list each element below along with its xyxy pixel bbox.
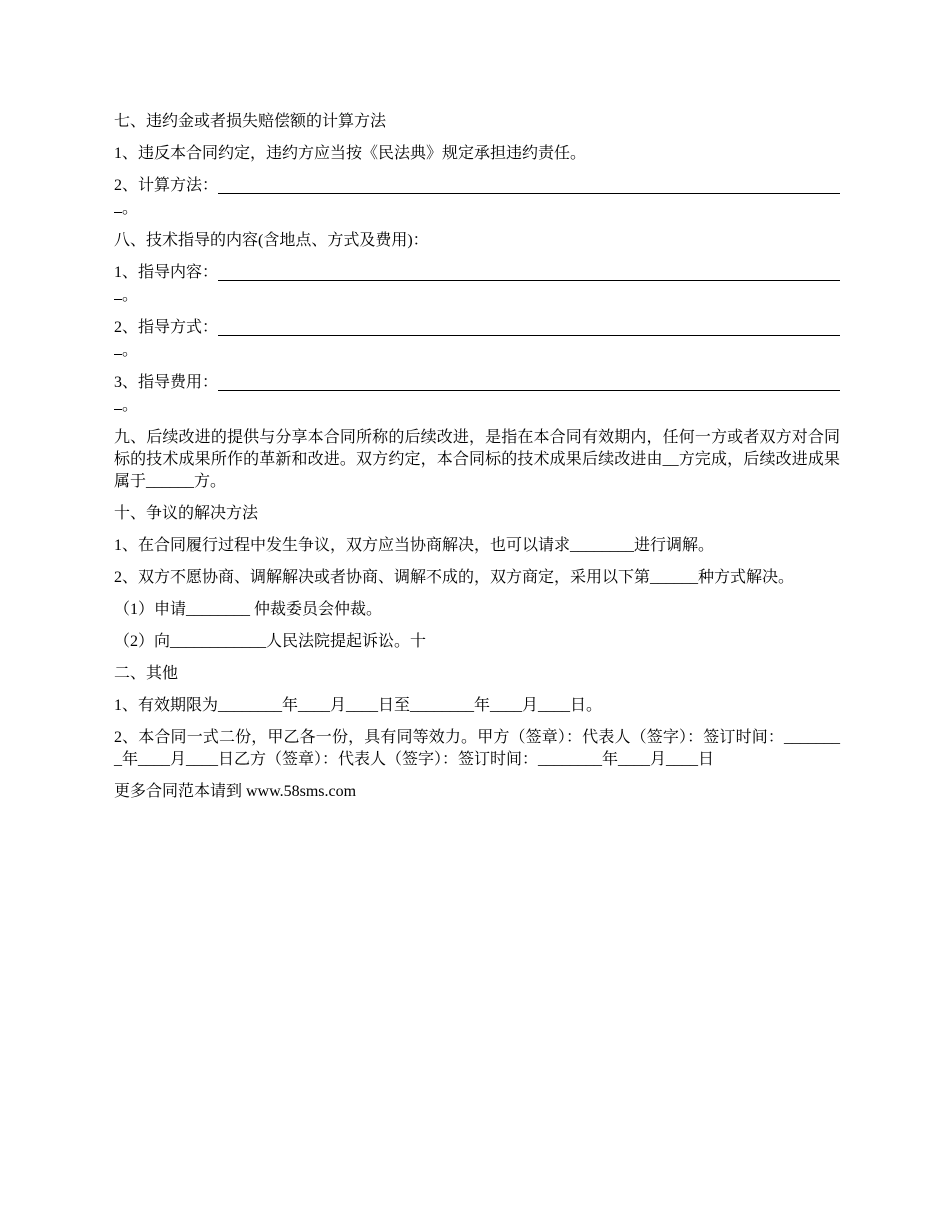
section-10-item-2: 2、双方不愿协商、调解解决或者协商、调解不成的，双方商定，采用以下第______种方式解决。: [114, 569, 795, 586]
section-9-text: 九、后续改进的提供与分享本合同所称的后续改进，是指在本合同有效期内，任何一方或者双方对合同标的技术成果所作的革新和改进。双方约定，本合同标的技术成果后续改进由__方完成，后续改进成果属于______方。: [114, 429, 840, 490]
section-7-item-2-label: 2、计算方法：: [114, 177, 219, 194]
section-7-item-1: 1、违反本合同约定，违约方应当按《民法典》规定承担违约责任。: [114, 145, 587, 162]
section-8-item-3-blank[interactable]: [218, 373, 840, 391]
contract-page: [114, 111, 840, 813]
section-10-option-2: （2）向____________人民法院提起诉讼。十: [114, 633, 427, 650]
section-7-title: 七、违约金或者损失赔偿额的计算方法: [114, 113, 387, 130]
section-10-option-1: （1）申请________ 仲裁委员会仲裁。: [114, 601, 383, 618]
section-8-item-3-blank-end: [114, 394, 122, 410]
section-8-item-1: [114, 262, 840, 307]
section-12-item-2: 2、本合同一式二份，甲乙各一份，具有同等效力。甲方（签章）：代表人（签字）：签订时间：________年____月____日乙方（签章）：代表人（签字）：签订时间：________年____月____日: [114, 729, 840, 768]
section-8-item-1-blank-end: [114, 284, 122, 300]
section-8-item-2: [114, 317, 840, 362]
footer-link-text: 更多合同范本请到 www.58sms.com: [114, 783, 357, 800]
section-8-item-2-blank-end: [114, 339, 122, 355]
section-8-title: 八、技术指导的内容(含地点、方式及费用)：: [114, 232, 429, 249]
section-10-item-1: 1、在合同履行过程中发生争议，双方应当协商解决，也可以请求________进行调解。: [114, 537, 715, 554]
section-8-item-3: [114, 372, 840, 417]
section-7-item-2: [114, 175, 840, 220]
section-8-item-3-tail: 。: [122, 397, 139, 414]
section-8-item-2-label: 2、指导方式：: [114, 319, 219, 336]
section-8-item-1-blank[interactable]: [218, 263, 840, 281]
section-7-item-2-blank[interactable]: [218, 176, 840, 194]
section-8-item-2-tail: 。: [122, 342, 139, 359]
section-8-item-2-blank[interactable]: [218, 318, 840, 336]
section-12-item-1: 1、有效期限为________年____月____日至________年____月____日。: [114, 697, 603, 714]
section-7-item-2-blank-end: [114, 197, 122, 213]
section-12-title: 二、其他: [114, 665, 179, 682]
section-8-item-3-label: 3、指导费用：: [114, 374, 219, 391]
section-7-item-2-tail: 。: [122, 200, 139, 217]
section-8-item-1-label: 1、指导内容：: [114, 264, 219, 281]
section-10-title: 十、争议的解决方法: [114, 505, 259, 522]
section-8-item-1-tail: 。: [122, 287, 139, 304]
